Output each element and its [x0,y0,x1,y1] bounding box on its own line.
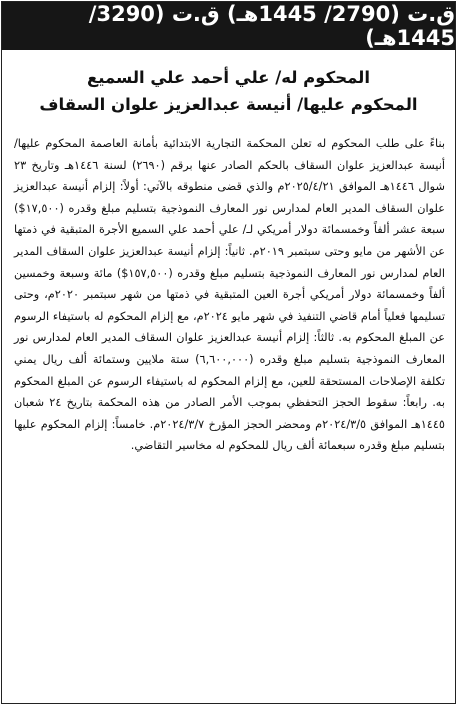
case-numbers: ق.ت (2790/ 1445هـ) ق.ت (3290/ 1445هـ) [88,2,455,50]
notice-body [14,133,445,457]
judgment-against-title: المحكوم عليها/ أنيسة عبدالعزيز علوان السقاف [39,95,418,114]
notice-paragraph: بناءً على طلب المحكوم له تعلن المحكمة التجارية الابتدائية بأمانة العاصمة المحكوم عليها/ أنيسة عبدالعزيز علوان السقاف بالحكم الصادر عنها برقم (٢٦٩٠) لسنة ١٤٤٦هـ وتاريخ ٢٣ شوال ١٤٤٦هـ الموافق ٢٠٢٥/٤/٢١م والذي قضى منطوقه بالآتي: أولاً: إلزام أنيسة عبدالعزيز علوان السقاف المدير العام لمدارس نور المعارف النموذجية بتسليم مبلغ وقدره (١٧,٥٠٠$) سبعة عشر ألفاً وخمسمائة دولار أمريكي لـ/ علي أحمد علي السميع الأجرة المتبقية في ذمتها عن الأشهر من مايو وحتى سبتمبر ٢٠١٩م. ثانياً: إلزام أنيسة عبدالعزيز علوان السقاف المدير العام لمدارس نور المعارف النموذجية بتسليم مبلغ وقدره (١٥٧,٥٠٠$) مائة وسبعة وخمسين ألفاً وخمسمائة دولار أمريكي أجرة العين المتبقية في ذمتها من شهر سبتمبر ٢٠٢٠م، وحتى تسليمها فعلياً أمام قاضي التنفيذ في شهر مايو ٢٠٢٤م، مع إلزام المحكوم له باستيفاء الرسوم عن المبلغ المحكوم به. ثالثاً: إلزام أنيسة عبدالعزيز علوان السقاف المدير العام لمدارس نور المعارف النموذجية بتسليم مبلغ وقدره (٦,٦٠٠,٠٠٠) ستة ملايين وستمائة ألف ريال يمني تكلفة الإصلاحات المستحقة للعين، مع إلزام المحكوم له باستيفاء الرسوم عن المبلغ المحكوم به. رابعاً: سقوط الحجز التحفظي بموجب الأمر الصادر من هذه المحكمة بتاريخ ٢٤ شعبان ١٤٤٥هـ الموافق ٢٠٢٤/٣/٥م ومحضر الحجز المؤرخ ٢٠٢٤/٣/٧م. خامساً: إلزام المحكوم عليها بتسليم مبلغ وقدره سبعمائة ألف ريال للمحكوم له مخاسير التقاضي. [14,137,446,453]
case-number-header [2,2,455,50]
parties-block [10,64,447,118]
notice-frame [1,1,456,704]
judgment-for-title: المحكوم له/ علي أحمد علي السميع [86,68,371,87]
